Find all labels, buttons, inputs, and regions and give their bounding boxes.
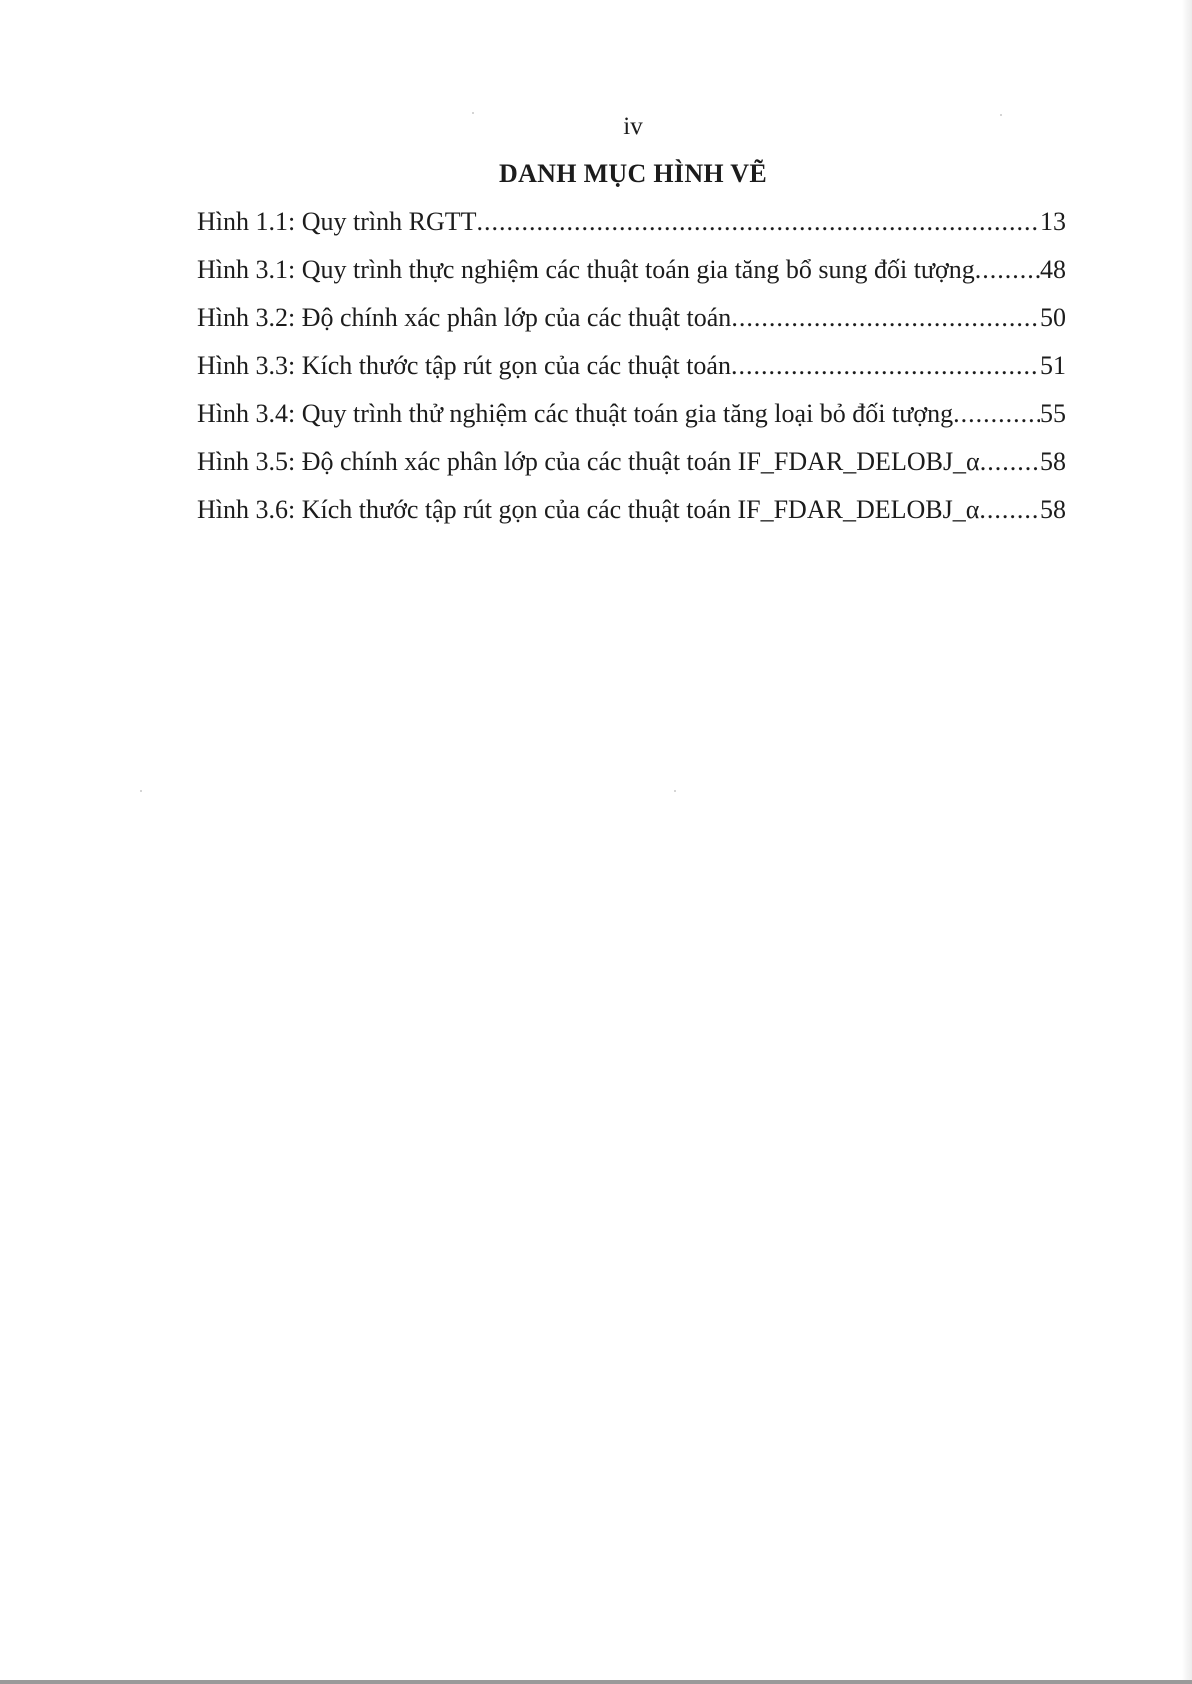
figure-caption: Hình 3.5: Độ chính xác phân lớp của các thuật toán IF_FDAR_DELOBJ_α (197, 447, 980, 476)
figure-page-number: 51 (1040, 351, 1066, 380)
scan-right-edge (1182, 0, 1192, 1684)
figure-caption: Hình 3.1: Quy trình thực nghiệm các thuật toán gia tăng bổ sung đối tượng (197, 255, 975, 284)
figure-caption: Hình 3.2: Độ chính xác phân lớp của các thuật toán (197, 303, 732, 332)
figure-caption: Hình 1.1: Quy trình RGTT (197, 207, 477, 236)
figure-entry (197, 250, 1066, 298)
figure-entry (197, 490, 1066, 538)
scan-bottom-edge (0, 1680, 1192, 1684)
dot-leader (477, 202, 1041, 242)
figure-page-number: 58 (1040, 447, 1066, 476)
list-of-figures (197, 202, 1066, 538)
figure-page-number: 48 (1040, 255, 1066, 284)
figure-page-number: 13 (1040, 207, 1066, 236)
dot-leader (953, 394, 1040, 434)
dot-leader (731, 346, 1040, 386)
figure-caption: Hình 3.4: Quy trình thử nghiệm các thuật toán gia tăng loại bỏ đối tượng (197, 399, 954, 428)
figure-entry (197, 202, 1066, 250)
dot-leader (980, 442, 1040, 482)
scan-speck (674, 790, 676, 792)
list-of-figures-title: DANH MỤC HÌNH VẼ (499, 159, 767, 188)
dot-leader (979, 490, 1040, 530)
figure-entry (197, 346, 1066, 394)
figure-entry (197, 298, 1066, 346)
scan-speck (140, 790, 142, 792)
dot-leader (731, 298, 1040, 338)
figure-entry (197, 394, 1066, 442)
figure-page-number: 50 (1040, 303, 1066, 332)
figure-entry (197, 442, 1066, 490)
page-number: iv (623, 113, 643, 140)
figure-caption: Hình 3.6: Kích thước tập rút gọn của các thuật toán IF_FDAR_DELOBJ_α (197, 495, 980, 524)
figure-caption: Hình 3.3: Kích thước tập rút gọn của các thuật toán (197, 351, 731, 380)
figure-page-number: 58 (1040, 495, 1066, 524)
figure-page-number: 55 (1040, 399, 1066, 428)
dot-leader (975, 250, 1040, 290)
